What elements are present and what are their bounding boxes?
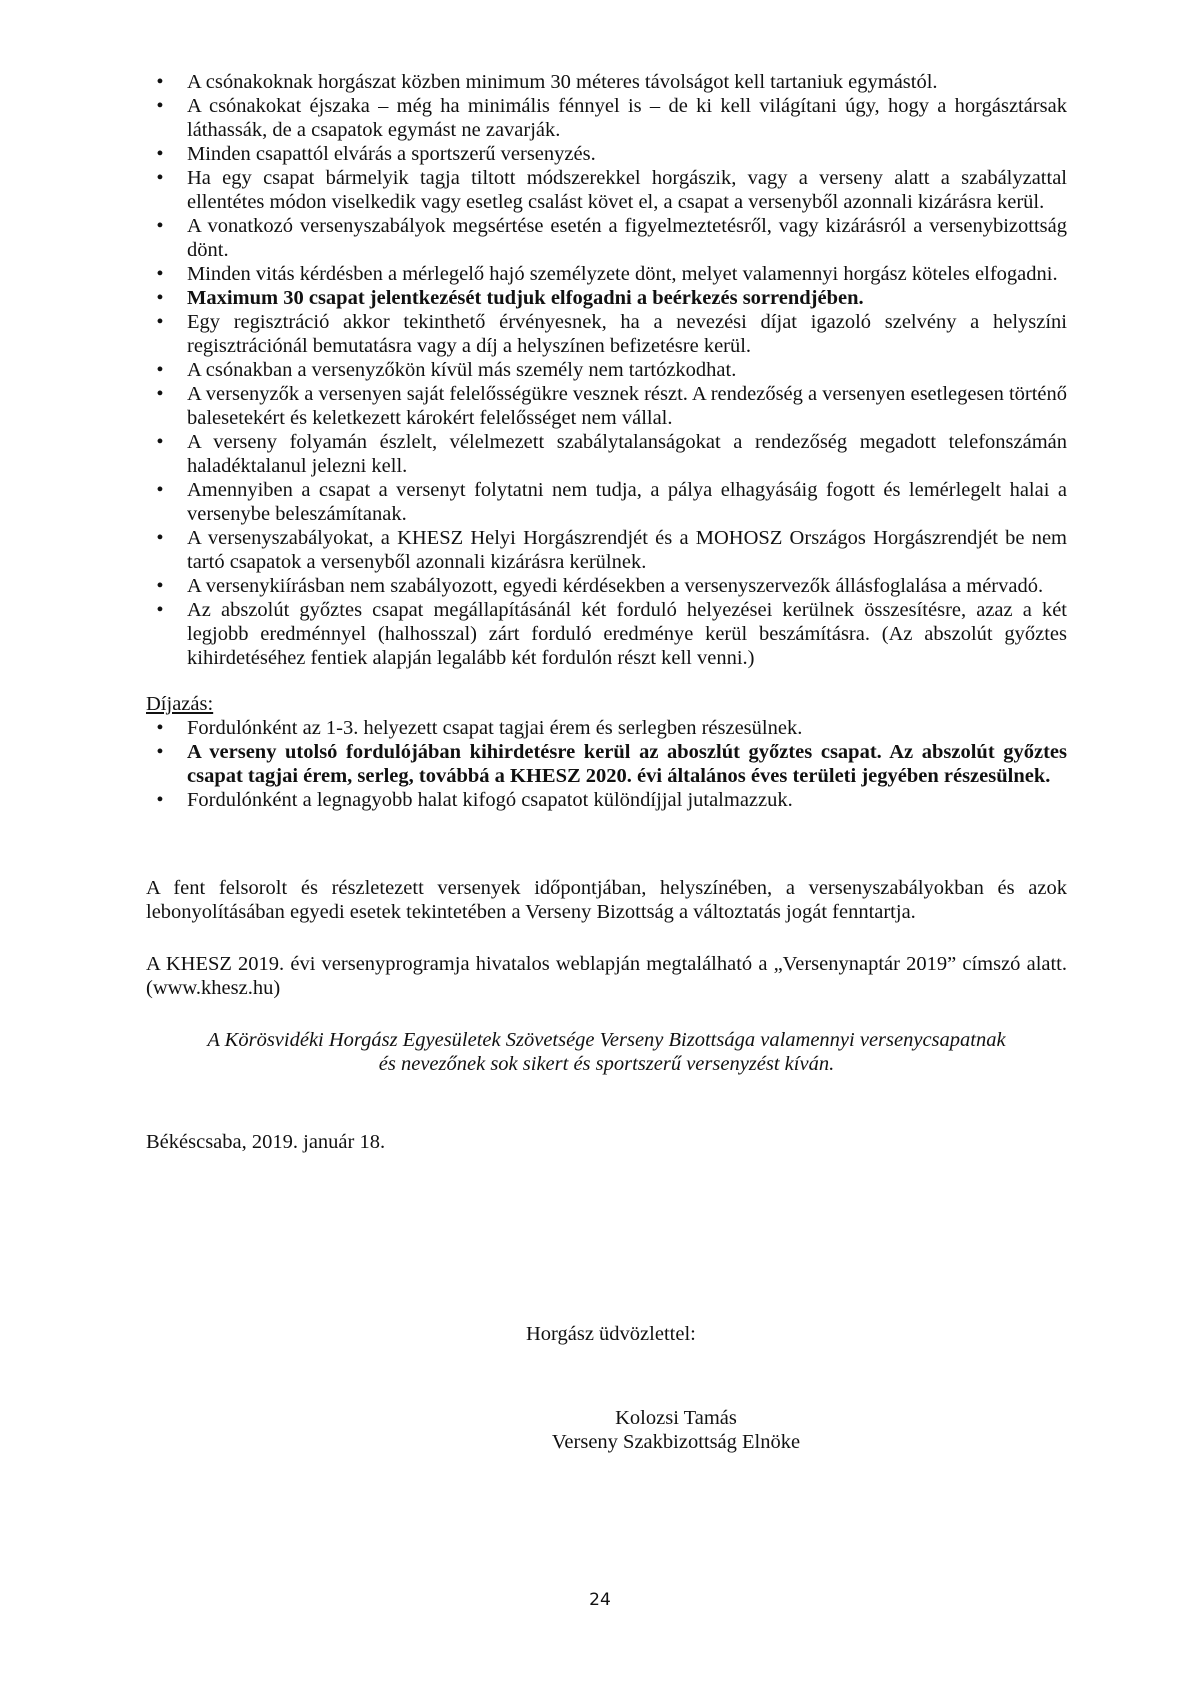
bullet-icon: • [156,479,164,501]
document-page [146,70,1067,1154]
bullet-icon: • [156,263,164,285]
bullet-icon: • [156,71,164,93]
rule-text: A csónakban a versenyzőkön kívül más személy nem tartózkodhat. [187,359,737,381]
rule-text: A csónakokat éjszaka – még ha minimális fénnyel is – de ki kell világítani úgy, hogy a horgásztársak láthassák, de a csapatok egymást ne zavarják. [187,95,1067,141]
greeting: Horgász üdvözlettel: [526,1323,696,1345]
list-item [146,166,1067,214]
bullet-icon: • [156,741,164,763]
prizes-list [146,716,1067,812]
list-item [146,310,1067,358]
signature-block [476,1406,876,1454]
list-item [146,740,1067,788]
rule-text-bold: Maximum 30 csapat jelentkezését tudjuk elfogadni a beérkezés sorrendjében. [187,287,864,309]
bullet-icon: • [156,167,164,189]
prize-text: Fordulónként az 1-3. helyezett csapat tagjai érem és serlegben részesülnek. [187,717,803,739]
signature-name: Kolozsi Tamás [615,1407,737,1429]
bullet-icon: • [156,527,164,549]
rule-text: A versenyzők a versenyen saját felelősségükre vesznek részt. A rendezőség a versenyen esetlegesen történő balesetekért és keletkezett károkért felelősséget nem vállal. [187,383,1068,429]
bullet-icon: • [156,717,164,739]
rule-text: Egy regisztráció akkor tekinthető érvényesnek, ha a nevezési díjat igazoló szelvény a helyszíni regisztrációnál bemutatásra vagy a díj a helyszínen befizetésre kerül. [187,311,1067,357]
bullet-icon: • [156,143,164,165]
date-line: Békéscsaba, 2019. január 18. [146,1131,386,1153]
rule-text: A versenykiírásban nem szabályozott, egyedi kérdésekben a versenyszervezők állásfoglalása a mérvadó. [187,575,1044,597]
list-item [146,262,1067,286]
bullet-icon: • [156,287,164,309]
list-item [146,716,1067,740]
list-item [146,358,1067,382]
list-item [146,478,1067,526]
website-paragraph: A KHESZ 2019. évi versenyprogramja hivatalos weblapján megtalálható a „Versenynaptár 2019” címszó alatt. (www.khesz.hu) [146,953,1067,999]
list-item [146,94,1067,142]
bullet-icon: • [156,95,164,117]
bullet-icon: • [156,431,164,453]
bullet-icon: • [156,383,164,405]
list-item [146,286,1067,310]
rule-text: Az abszolút győztes csapat megállapításánál két forduló helyezései kerülnek összesítésre, azaz a két legjobb eredménnyel (halhosszal) zárt forduló eredménye kerül beszámításra. (Az abszolút győztes kihirdetéséhez fentiek alapján legalább két fordulón részt kell venni.) [187,599,1067,669]
bullet-icon: • [156,599,164,621]
bullet-icon: • [156,789,164,811]
bullet-icon: • [156,575,164,597]
list-item [146,382,1067,430]
rule-text: A vonatkozó versenyszabályok megsértése esetén a figyelmeztetésről, vagy kizárásról a versenybizottság dönt. [187,215,1067,261]
rule-text: A verseny folyamán észlelt, vélelmezett szabálytalanságokat a rendezőség megadott telefonszámán haladéktalanul jelezni kell. [187,431,1067,477]
list-item [146,526,1067,574]
list-item [146,598,1067,670]
rule-text: Minden csapattól elvárás a sportszerű versenyzés. [187,143,596,165]
rule-text: Minden vitás kérdésben a mérlegelő hajó személyzete dönt, melyet valamennyi horgász köteles elfogadni. [187,263,1058,285]
rules-list [146,70,1067,670]
reservation-paragraph: A fent felsorolt és részletezett versenyek időpontjában, helyszínében, a versenyszabályokban és azok lebonyolításában egyedi esetek tekintetében a Verseny Bizottság a változtatás jogát fenntartja. [146,877,1067,923]
prize-text-bold: A verseny utolsó fordulójában kihirdetésre kerül az aboszlút győztes csapat. Az abszolút győztes csapat tagjai érem, serleg, továbbá a KHESZ 2020. évi általános éves területi jegyében részesülnek. [187,741,1067,787]
prize-text: Fordulónként a legnagyobb halat kifogó csapatot különdíjjal jutalmazzuk. [187,789,793,811]
list-item [146,214,1067,262]
page-number: 24 [589,1590,611,1610]
closing-wish: A Körösvidéki Horgász Egyesületek Szövetsége Verseny Bizottsága valamennyi versenycsapatnak és nevezőnek sok sikert és sportszerű versenyzést kíván. [207,1029,1006,1075]
list-item [146,142,1067,166]
list-item [146,788,1067,812]
rule-text: Ha egy csapat bármelyik tagja tiltott módszerekkel horgászik, vagy a verseny alatt a szabályzattal ellentétes módon viselkedik vagy esetleg csalást követ el, a csapat a versenyből azonnali kizárásra kerül. [187,167,1067,213]
rule-text: A csónakoknak horgászat közben minimum 30 méteres távolságot kell tartaniuk egymástól. [187,71,938,93]
rule-text: Amennyiben a csapat a versenyt folytatni nem tudja, a pálya elhagyásáig fogott és lemérlegelt halai a versenybe beleszámítanak. [187,479,1067,525]
signature-title: Verseny Szakbizottság Elnöke [551,1431,801,1453]
list-item [146,430,1067,478]
bullet-icon: • [156,359,164,381]
bullet-icon: • [156,215,164,237]
list-item [146,574,1067,598]
list-item [146,70,1067,94]
prizes-heading: Díjazás: [146,693,214,715]
rule-text: A versenyszabályokat, a KHESZ Helyi Horgászrendjét és a MOHOSZ Országos Horgászrendjét be nem tartó csapatok a versenyből azonnali kizárásra kerülnek. [187,527,1067,573]
bullet-icon: • [156,311,164,333]
